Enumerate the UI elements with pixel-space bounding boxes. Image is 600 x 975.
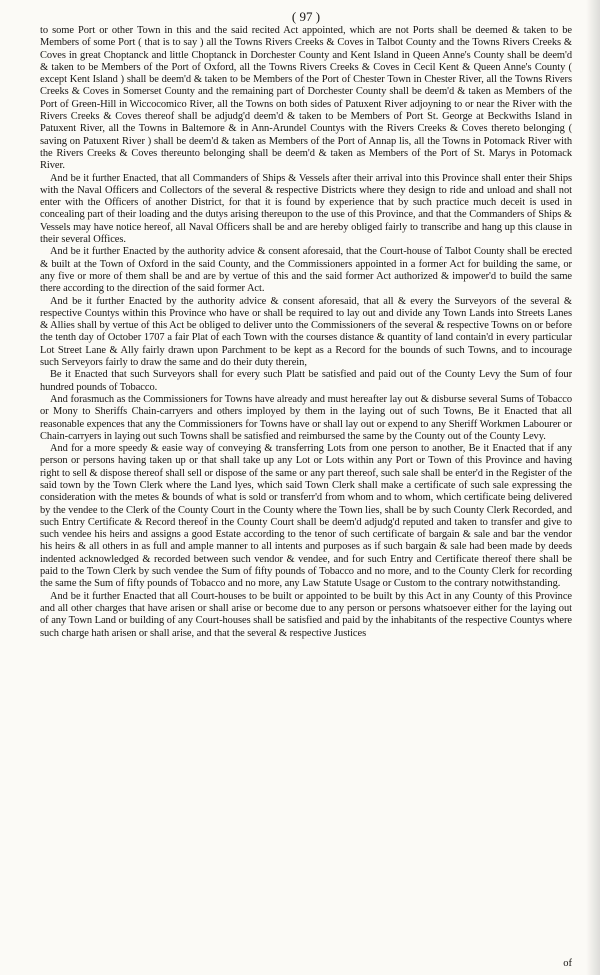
page-number: ( 97 ) bbox=[291, 9, 321, 24]
document-body bbox=[40, 25, 572, 640]
paragraph: And forasmuch as the Commissioners for Towns have already and must hereafter lay out & disburse several Sums of Tobacco or Mony to Sheriffs Chain-carryers and others imployed by them in the laying out of such Towns, Be it Enacted that all reasonable expences that any the Commissioners for Towns have or shall lay out or expend to any Sheriff Workmen Labourer or Chain-carryers in laying out such Towns shall be satisfied and reimbursed the same by the County out of the County Levy. bbox=[40, 393, 572, 442]
paragraph: And be it further Enacted by the authority advice & consent aforesaid, that all & every the Surveyors of the several & respective Countys within this Province who have or shall be required to lay out and divide any Town Lands into Streets Lanes & Allies shall by vertue of this Act be obliged to deliver unto the Commissioners of the several & respective Towns on or before the tenth day of October 1707 a fair Plat of each Town with the courses distance & quantity of land contain'd in every particular Lot Street Lane & Ally fairly drawn upon Parchment to be kept as a Record for the bounds of such Towns, and to incourage such Serveyors fairly to draw the same and do their duty therein, bbox=[40, 295, 572, 369]
scan-edge-shadow bbox=[586, 0, 600, 975]
paragraph: And be it further Enacted, that all Commanders of Ships & Vessels after their arrival into this Province shall enter their Ships with the Naval Officers and Collectors of the several & respective Districts where they design to ride and unload and shall not enter with the Officers of another District, for that it is found by experience that by such practice much deceit is used in concealing part of their loading and the dutys arising thereupon to the use of this Province, and that the Commanders of Ships & Vessels may have notice hereof, all Naval Officers shall be and are hereby obliged fairly to transcribe and hang up this clause in their several Offices. bbox=[40, 172, 572, 246]
paragraph: And for a more speedy & easie way of conveying & transferring Lots from one person to another, Be it Enacted that if any person or persons having taken up or that shall take up any Lot or Lots within any Port or Town of this Province and having right to sell & dispose thereof shall sell or dispose of the same or any part thereof, such sale shall be enter'd in the Register of the said town by the Town Clerk where the Land lyes, which said Town Clerk shall make a certificate of such sale expressing the consideration with the metes & bounds of what is sold or transferr'd from whom and to whom, which certificate being delivered by the vendee to the Clerk of the County Court in the County where the Town lies, shall be by such County Clerk Recorded, and such Entry Certificate & Record thereof in the County Court shall be deem'd adjudg'd reputed and taken to transfer and give to such vendee his heirs and assigns a good Estate according to the tenor of such certificate of bargain & sale and bar the vendor his heirs & all others in as full and ample manner to all intents and purposes as if such bargain & sale had been made by deeds indented acknowledged & recorded between such vendor & vendee, and for such Entry and Certificate thereof there shall be paid to the Town Clerk by such vendee the Sum of fifty pounds of Tobacco and no more, and to the County Clerk for recording the same the Sum of fifty pounds of Tobacco and no more, any Law Statute Usage or Custom to the contrary notwithstanding. bbox=[40, 443, 572, 590]
paragraph: to some Port or other Town in this and the said recited Act appointed, which are not Ports shall be deemed & taken to be Members of some Port ( that is to say ) all the Towns Rivers Creeks & Coves in Talbot County and the Towns Rivers Creeks & Coves in great Choptanck and little Choptanck in Dorchester County and Kent Island in Queen Anne's County shall be deem'd & taken to be Members of the Port of Oxford, all the Towns Rivers Creeks & Coves in Cecil Kent & Queen Anne's County ( except Kent Island ) shall be deem'd & taken to be Members of the Port of Chester Town in Chester River, all the Towns Rivers Creeks & Coves in Somerset County and the remaining part of Dorchester County shall be deem'd & taken as Members of the Port of Green-Hill in Wiccocomico River, all the Towns on both sides of Patuxent River adjoyning to or near the River with the Rivers Creeks & Coves thereof shall be adjudg'd deem'd & taken to be Members of Port St. George at Beckwiths Island in Patuxent River, all the Towns in Baltemore & in Ann-Arundel Countys with the Rivers Creeks & Coves thereto belonging ( saving on Patuxent River ) shall be deem'd & taken as Members of the Port of Annap lis, all the Towns in Potomack River with the Rivers Creeks & Coves thereunto belonging shall be deem'd & taken as Members of the Port of St. Marys in Potomack River. bbox=[40, 25, 572, 172]
paragraph: Be it Enacted that such Surveyors shall for every such Platt be satisfied and paid out of the County Levy the Sum of four hundred pounds of Tobacco. bbox=[40, 369, 572, 393]
catchword: of bbox=[563, 958, 572, 969]
paragraph: And be it further Enacted by the authority advice & consent aforesaid, that the Court-house of Talbot County shall be erected & built at the Town of Oxford in the said County, and the Commissioners appointed in a former Act for building the same, or any five or more of them shall be and are by vertue of this and the said former Act authorized & impower'd to build the same there according to the direction of the said former Act. bbox=[40, 246, 572, 295]
paragraph: And be it further Enacted that all Court-houses to be built or appointed to be built by this Act in any County of this Province and all other charges that have arisen or shall arise or become due to any person or persons whatsoever either for the laying out of any Town Land or building of any Court-houses shall be satisfied and paid by the inhabitants of the respective Countys where such charge hath arisen or shall arise, and that the several & respective Justices bbox=[40, 590, 572, 639]
